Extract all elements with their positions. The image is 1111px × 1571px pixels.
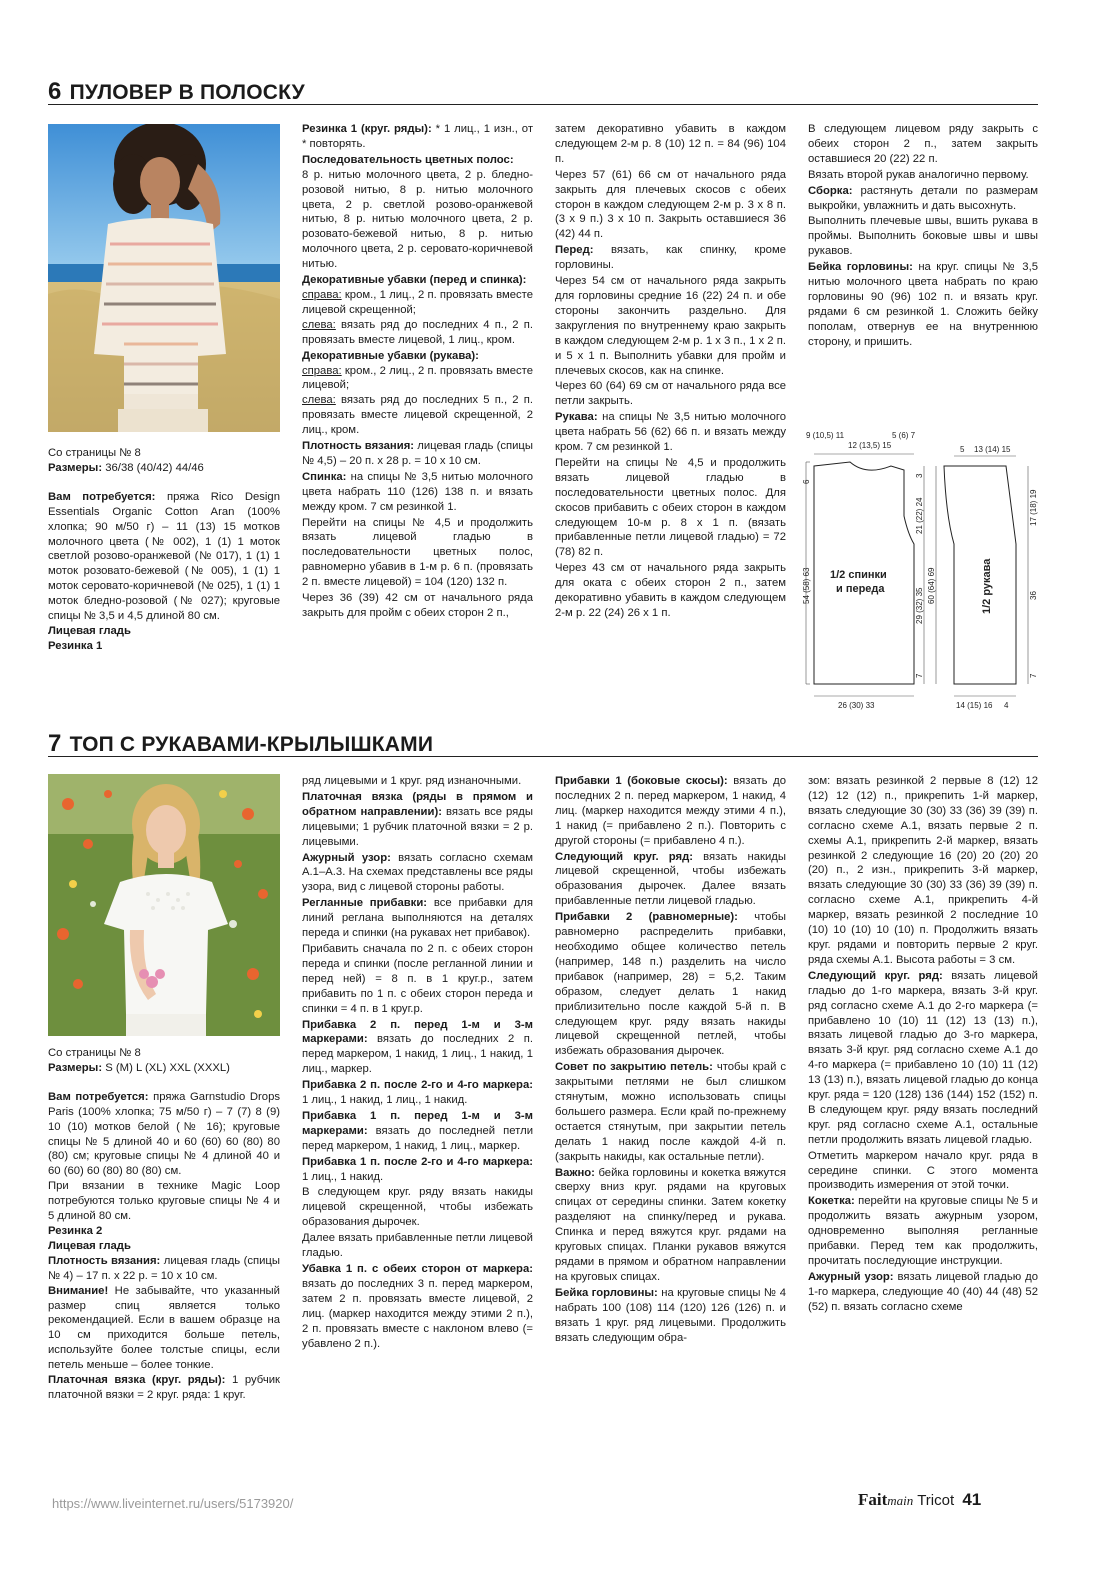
lace-text: вязать лицевой гладью до 1-го маркера, следующие 40 (40) 44 (48) 52 (52) п. вязать согласно схеме [808,1270,1038,1313]
sizes-label: Размеры: [48,1061,103,1074]
next-round-text: вязать накиды лицевой скрещенной, чтобы избежать образования дырочек. Далее вязать прибавленные петли лицевой гладью. [555,850,786,908]
from-page: Со страницы № 8 [48,1047,141,1059]
paragraph: Перейти на спицы № 4,5 и продолжить вязать лицевой гладью в последовательности цветных полос, равномерно убавив в 1-м р. 6 п. (провязать 2 п. вместе лицевой) = 104 (120) 132 п. [302,516,533,589]
paragraph: Перейти на спицы № 4,5 и продолжить вязать лицевой гладью в последовательности цветных полос. Для скосов прибавить с обеих сторон в каждом следующем 10-м р. 8 х 1 п. (вязать прибавленные петли лицевой гладью) = 72 (78) 82 п. [555,456,786,559]
inc2-text: 1 лиц., 1 накид, 1 лиц., 1 накид. [302,1094,468,1107]
flat-garter-text: вязать все ряды лицевыми; 1 рубчик платочной вязки = 2 р. лицевыми. [302,805,533,848]
attention-text: Не забывайте, что указанный размер спиц является только рекомендацией. Если в вашем образце на 10 см приходится больше петель, используйте более толстые спицы, если петель меньше – более тонкие. [48,1284,280,1372]
stitch-stockinette: Лицевая гладь [48,624,131,637]
section-7-column-2 [555,774,786,1480]
dim-left-total: 54 (58) 63 [802,567,811,604]
paragraph: В следующем круг. ряду вязать накиды лицевой скрещенной, чтобы избежать образования дырочек. [302,1186,533,1229]
right-text-2: кром., 2 лиц., 2 п. провязать вместе лицевой; [302,364,533,392]
decorative-dec-label: Декоративные убавки (перед и спинка): [302,274,527,287]
section-7-number: 7 [48,730,62,757]
dim-mid-b: 21 (22) 24 [915,497,924,534]
section-7-column-3 [808,774,1038,1480]
dim-sleeve-right-c: 7 [1029,673,1038,678]
sleeves-text: на спицы № 3,5 нитью молочного цвета набрать 56 (62) 66 п. и вязать между кром. 7 см резинкой 1. [555,411,786,454]
section-6-info [48,446,280,706]
right-label: справа: [302,288,342,301]
paragraph: В следующем лицевом ряду закрыть с обеих сторон 2 п., затем закрыть оставшиеся 20 (22) 22 п. [808,123,1038,165]
dim-mid-total: 60 (64) 69 [927,567,936,604]
source-url: https://www.liveinternet.ru/users/5173920/ [52,1496,294,1511]
side-inc-label: Прибавки 1 (боковые скосы): [555,775,728,787]
inc3-label: Прибавка 1 п. перед 1-м и 3-м маркерами: [302,1109,533,1137]
next-round-label: Следующий круг. ряд: [808,969,943,982]
rib-label: Резинка 1 (круг. ряды): [302,123,432,135]
paragraph: Отметить маркером начало круг. ряда в середине спинки. С этого момента производить измерения от этой точки. [808,1149,1038,1192]
sleeve-dec-label: Декоративные убавки (рукава): [302,349,479,362]
dim-sleeve-bottom-a: 14 (15) 16 [956,701,993,710]
model-photo-top [48,774,280,1036]
side-inc-text: вязать до последних 2 п. перед маркером, 1 накид, 4 лиц. (маркер находится между этими 4 п.), 1 накид (= прибавлено 2 п.). Повторить с другой стороны (= прибавлено 4 п.). [555,775,786,847]
brand-tricot: Tricot [917,1492,955,1509]
left-label: слева: [302,318,336,331]
dim-sleeve-right-b: 36 [1029,591,1038,600]
paragraph: Далее вязать прибавленные петли лицевой гладью. [302,1232,533,1260]
right-text: кром., 1 лиц., 2 п. провязать вместе лицевой скрещенной; [302,288,533,316]
sizes-value: 36/38 (40/42) 44/46 [105,461,204,474]
materials-value: пряжа Rico Design Essentials Organic Cotton Aran (100% хлопка; 90 м/50 г) – 11 (13) 15 мотков молочного цвета (№ 002), 1 (1) 1 моток светлой розово-оранжевой (№ 017), 1 (1) 1 моток розовато-бежевой (№ 005), 1 (1) 1 моток серовато-коричневой (№ 025), 1 (1) 1 моток бледно-розовой (№ 027); круговые спицы № 3,5 и 4,5 длиной 80 см. [48,490,280,623]
sizes-value: S (M) L (XL) XXL (XXXL) [105,1061,230,1074]
inc1-text: вязать до последних 2 п. перед маркером, 1 накид, 1 лиц., 1 накид, 1 лиц., маркер. [302,1033,533,1076]
section-6-column-2 [555,122,786,707]
dim-top-a: 9 (10,5) 11 [806,431,845,440]
dec-label: Убавка 1 п. с обеих сторон от маркера: [302,1263,533,1275]
attention-label: Внимание! [48,1284,109,1297]
sequence-text: 8 р. нитью молочного цвета, 2 р. бледно-розовой нитью, 8 р. нитью молочного цвета, 2 р. светлой розово-оранжевой нитью, 8 р. нитью молочного цвета, 2 р. розовато-бежевой нитью, 8 р. нитью молочного цвета, 2 р. серовато-коричневой нитью. [302,168,533,271]
front-label: Перед: [555,244,594,257]
yoke-text: перейти на круговые спицы № 5 и продолжить вязать ажурным узором, одновременно выполняя регланные прибавки. Перед тем как продолжить, прочитать последующие инструкции. [808,1195,1038,1267]
inc2-label: Прибавка 2 п. после 2-го и 4-го маркера: [302,1079,533,1092]
neckband-label: Бейка горловины: [808,261,913,274]
left-text-2: вязать ряд до последних 5 п., 2 п. провязать вместе лицевой скрещенной, 2 лиц., кром. [302,394,533,437]
page-number: 41 [962,1490,982,1509]
section-7-column-1 [302,774,533,1480]
gauge-text: лицевая гладь (спицы № 4,5) – 20 п. х 28 р. = 10 х 10 см. [302,440,533,467]
tip-label: Совет по закрытию петель: [555,1061,713,1074]
photo-image [48,774,280,1036]
dec-text: вязать до последних 3 п. перед маркером, затем 2 п. провязать вместе лицевой, 2 лиц. (маркер находится между этими 2 п.), 2 п. провязать вместе с наклоном влево (= убавлено 2 п.). [302,1277,533,1350]
pattern-schematic [796,426,1044,710]
paragraph: Прибавить сначала по 2 п. с обеих сторон переда и спинки (после регланной линии и перед ней) = 8 п. в 1 круг.р., затем прибавить по 1 п. с обеих сторон переда и спинки = 4 п. в 1 круг.р. [302,942,533,1015]
yoke-label: Кокетка: [808,1195,855,1208]
raglan-text: все прибавки для линий реглана выполняются на деталях переда и спинки (на рукавах нет прибавок). [302,897,533,940]
garter-label: Платочная вязка (круг. ряды): [48,1374,226,1387]
paragraph: Через 36 (39) 42 см от начального ряда закрыть для пройм с обеих сторон 2 п., [302,592,533,619]
assembly-text: растянуть детали по размерам выкройки, увлажнить и дать высохнуть. [808,184,1038,212]
sleeves-label: Рукава: [555,411,598,424]
magic-loop: При вязании в технике Magic Loop потребуются только круговые спицы № 4 и 5 длиной 80 см. [48,1180,280,1223]
sizes [48,461,280,476]
section-6-number: 6 [48,78,62,105]
label-body-2: и переда [836,583,885,595]
back-label: Спинка: [302,470,347,483]
back-text: на спицы № 3,5 нитью молочного цвета набрать 110 (126) 138 п. и вязать между кром. 7 см резинкой 1. [302,470,533,513]
materials-label: Вам потребуется: [48,490,156,503]
even-inc-label: Прибавки 2 (равномерные): [555,911,738,924]
dim-mid-a: 3 [915,473,924,478]
materials [48,490,280,624]
rib-text: * 1 лиц., 1 изн., от * повторять. [302,123,533,150]
from-page: Со страницы № 8 [48,447,141,459]
inc4-text: 1 лиц., 1 накид. [302,1170,384,1183]
assembly-label: Сборка: [808,184,853,197]
even-inc-text: чтобы равномерно распределить прибавки, необходимо общее количество петель (например, 148 п.) разделить на число прибавок (например, 28) = 5,2. Таким образом, следует делать 1 накид приблизительно после каждой 5-й п. В следующем круг. ряду вязать накиды лицевой скрещенной петлей, чтобы избежать образования дырочек. [555,911,786,1058]
sequence-label: Последовательность цветных полос: [302,153,514,166]
sizes [48,1061,280,1076]
label-body: 1/2 спинки [830,569,887,581]
stitch-stockinette: Лицевая гладь [48,1239,131,1252]
gauge-label: Плотность вязания: [302,440,415,453]
neckband-text: на круговые спицы № 4 набрать 100 (108) 114 (120) 126 (126) п. и вязать 1 круг. ряд лицевыми. Продолжить вязать следующим обра- [555,1286,786,1344]
dim-bottom-body: 26 (30) 33 [838,701,875,710]
gauge-text: лицевая гладь (спицы № 4) – 17 п. х 22 р. = 10 х 10 см. [48,1254,280,1282]
section-6-heading: ПУЛОВЕР В ПОЛОСКУ [69,81,305,104]
dim-sleeve-top-b: 13 (14) 15 [974,445,1011,454]
dim-sleeve-right-a: 17 (18) 19 [1029,489,1038,526]
inc4-label: Прибавка 1 п. после 2-го и 4-го маркера: [302,1155,533,1168]
lace-text: вязать согласно схемам А.1–А.3. На схемах представлены все ряды узора, вид с лицевой стороны работы. [302,851,533,894]
front-text: вязать, как спинку, кроме горловины. [555,244,786,272]
paragraph: Выполнить плечевые швы, вшить рукава в проймы. Выполнить боковые швы и швы рукавов. [808,215,1038,258]
sleeve-outline [944,466,1016,684]
magazine-brand [858,1490,981,1510]
spacer [48,1076,280,1090]
paragraph: затем декоративно убавить в каждом следующем 2-м р. 8 (10) 12 п. = 84 (96) 104 п. [555,123,786,165]
dim-mid-d: 7 [915,673,924,678]
brand-main: main [887,1493,914,1508]
section-6-rule [48,104,1038,105]
lace-label: Ажурный узор: [808,1270,894,1283]
paragraph: ряд лицевыми и 1 круг. ряд изнаночными. [302,775,522,787]
materials-label: Вам потребуется: [48,1090,149,1103]
dim-sleeve-top-a: 5 [960,445,965,454]
important-text: бейка горловины и кокетка вяжутся сверху вниз круг. рядами на круговых спицах от середины спинки. Затем кокетку разделяют на спинку/перед и рукава. Спинка и перед вяжутся круг. рядами на круговых спицах. Планки рукавов вяжутся рядами в прямом и обратном направлении на круговых спицах. [555,1166,786,1283]
stitch-rib-2: Резинка 2 [48,1224,103,1237]
sizes-label: Размеры: [48,461,103,474]
inc1-label: Прибавка 2 п. перед 1-м и 3-м маркерами: [302,1018,533,1046]
paragraph: Вязать второй рукав аналогично первому. [808,168,1029,181]
section-6-column-1 [302,122,533,707]
dim-left-a: 6 [802,479,811,484]
section-7-info [48,1046,280,1478]
brand-fait: Fait [858,1490,888,1509]
dim-top-b: 5 (6) 7 [892,431,916,440]
model-photo-pullover [48,124,280,432]
section-7-title [48,730,433,758]
neckband-text: на круг. спицы № 3,5 нитью молочного цвета набрать по краю горловины 90 (96) 102 п. и вязать круг. рядами 6 см резинкой 1. Сложить бейку пополам, отвернув ее на внутреннюю сторону, и пришить. [808,261,1038,348]
raglan-label: Регланные прибавки: [302,897,428,910]
section-7-rule [48,756,1038,757]
section-6-column-3 [808,122,1038,422]
lace-label: Ажурный узор: [302,851,391,864]
flat-garter-label: Платочная вязка (ряды в прямом и обратном направлении): [302,790,533,818]
spacer [48,476,280,490]
paragraph: Через 60 (64) 69 см от начального ряда все петли закрыть. [555,380,786,408]
materials [48,1090,280,1179]
photo-image [48,124,280,432]
neckband-label: Бейка горловины: [555,1286,658,1299]
dim-top-c: 12 (13,5) 15 [848,441,892,450]
label-sleeve: 1/2 рукава [981,558,993,614]
paragraph: Через 54 см от начального ряда закрыть для горловины средние 16 (22) 24 п. и обе стороны закончить раздельно. Для закругления по внутреннему краю закрыть в каждом следующем 2-м р. 1 х 3 п., 1 х 2 п. и 5 х 1 п. Выполнить убавки для пройм и плечевых скосов, как на спинке. [555,275,786,377]
important-label: Важно: [555,1166,595,1179]
garter-text: 1 рубчик платочной вязки = 2 круг. ряда: 1 круг. [48,1374,280,1401]
section-6-title [48,78,305,106]
materials-value: пряжа Garnstudio Drops Paris (100% хлопка; 75 м/50 г) – 7 (7) 8 (9) 10 (10) мотков белой (№ 16); круговые спицы № 5 длиной 40 и 60 (60) 60 (80) 80 (80) см; круговые спицы № 4 длиной 40 и 60 (60) 60 (80) 80 (80) см. [48,1090,280,1178]
paragraph: зом: вязать резинкой 2 первые 8 (12) 12 (12) 12 (12) п., прикрепить 1-й маркер, вязать следующие 30 (30) 33 (36) 39 (39) п. согласно схеме А.1, вязать первые 2 п. схемы А.1, прикрепить 2-й маркер, вязать резинкой 2 следующие 16 (20) 20 (20) 20 (20) п., 2 изн., прикрепить 3-й маркер, вязать следующие 30 (30) 33 (36) 39 (39) п. согласно схеме А.1, прикрепить 4-й маркер, вязать резинкой 2 последние 10 (10) 10 (10) 10 (10) п. Продолжить вязать круг. рядами и повторить первые 2 круг. ряда схемы А.1. Высота работы = 3 см. [808,775,1038,966]
dim-mid-c: 29 (32) 35 [915,587,924,624]
paragraph: Через 57 (61) 66 см от начального ряда закрыть для плечевых скосов с обеих сторон в каждом следующем 2-м р. 3 х 8 п. (3 х 9 п.) 3 х 10 п. Закрыть оставшиеся 36 (42) 44 п. [555,168,786,241]
tip-text: чтобы край с закрытыми петлями не был слишком стянутым, можно использовать спицы большего размера. Если край по-прежнему остается стянутым, при закрытии петель делать 1 накид после каждой 4-й п. (закрыть накиды, как остальные петли). [555,1061,786,1163]
gauge-label: Плотность вязания: [48,1254,161,1267]
inc3-text: вязать до последней петли перед маркером, 1 накид, 1 лиц., маркер. [302,1124,533,1152]
next-round-text: вязать лицевой гладью до 1-го маркера, вязать 3-й круг. ряд согласно схеме А.1 до 2-го маркера (= прибавлено 10 (10) 11 (12) 13 (13) п.), вязать лицевой гладью до 3-го маркера, вязать 3-й круг. ряд согласно схеме А.1 до 4-го маркера (= прибавлено 10 (10) 11 (12) 13 (13) п.), вязать лицевой гладью до конца круг. ряда = 120 (128) 136 (144) 152 (152) п. В следующем круг. ряду вязать последний круг. ряд согласно схеме А.1, остальные петли продолжить вязать лицевой гладью. [808,969,1038,1146]
left-label-2: слева: [302,394,336,407]
dim-sleeve-bottom-b: 4 [1004,701,1009,710]
section-7-heading: ТОП С РУКАВАМИ-КРЫЛЫШКАМИ [69,733,434,756]
stitch-rib: Резинка 1 [48,639,103,652]
paragraph: Через 43 см от начального ряда закрыть для оката с обеих сторон 2 п., затем декоративно убавить в каждом следующем 2-м р. 22 (24) 26 х 1 п. [555,562,786,619]
right-label-2: справа: [302,364,342,377]
left-text: вязать ряд до последних 4 п., 2 п. провязать вместе лицевой, 1 лиц., кром. [302,318,533,346]
next-round-label: Следующий круг. ряд: [555,850,694,863]
